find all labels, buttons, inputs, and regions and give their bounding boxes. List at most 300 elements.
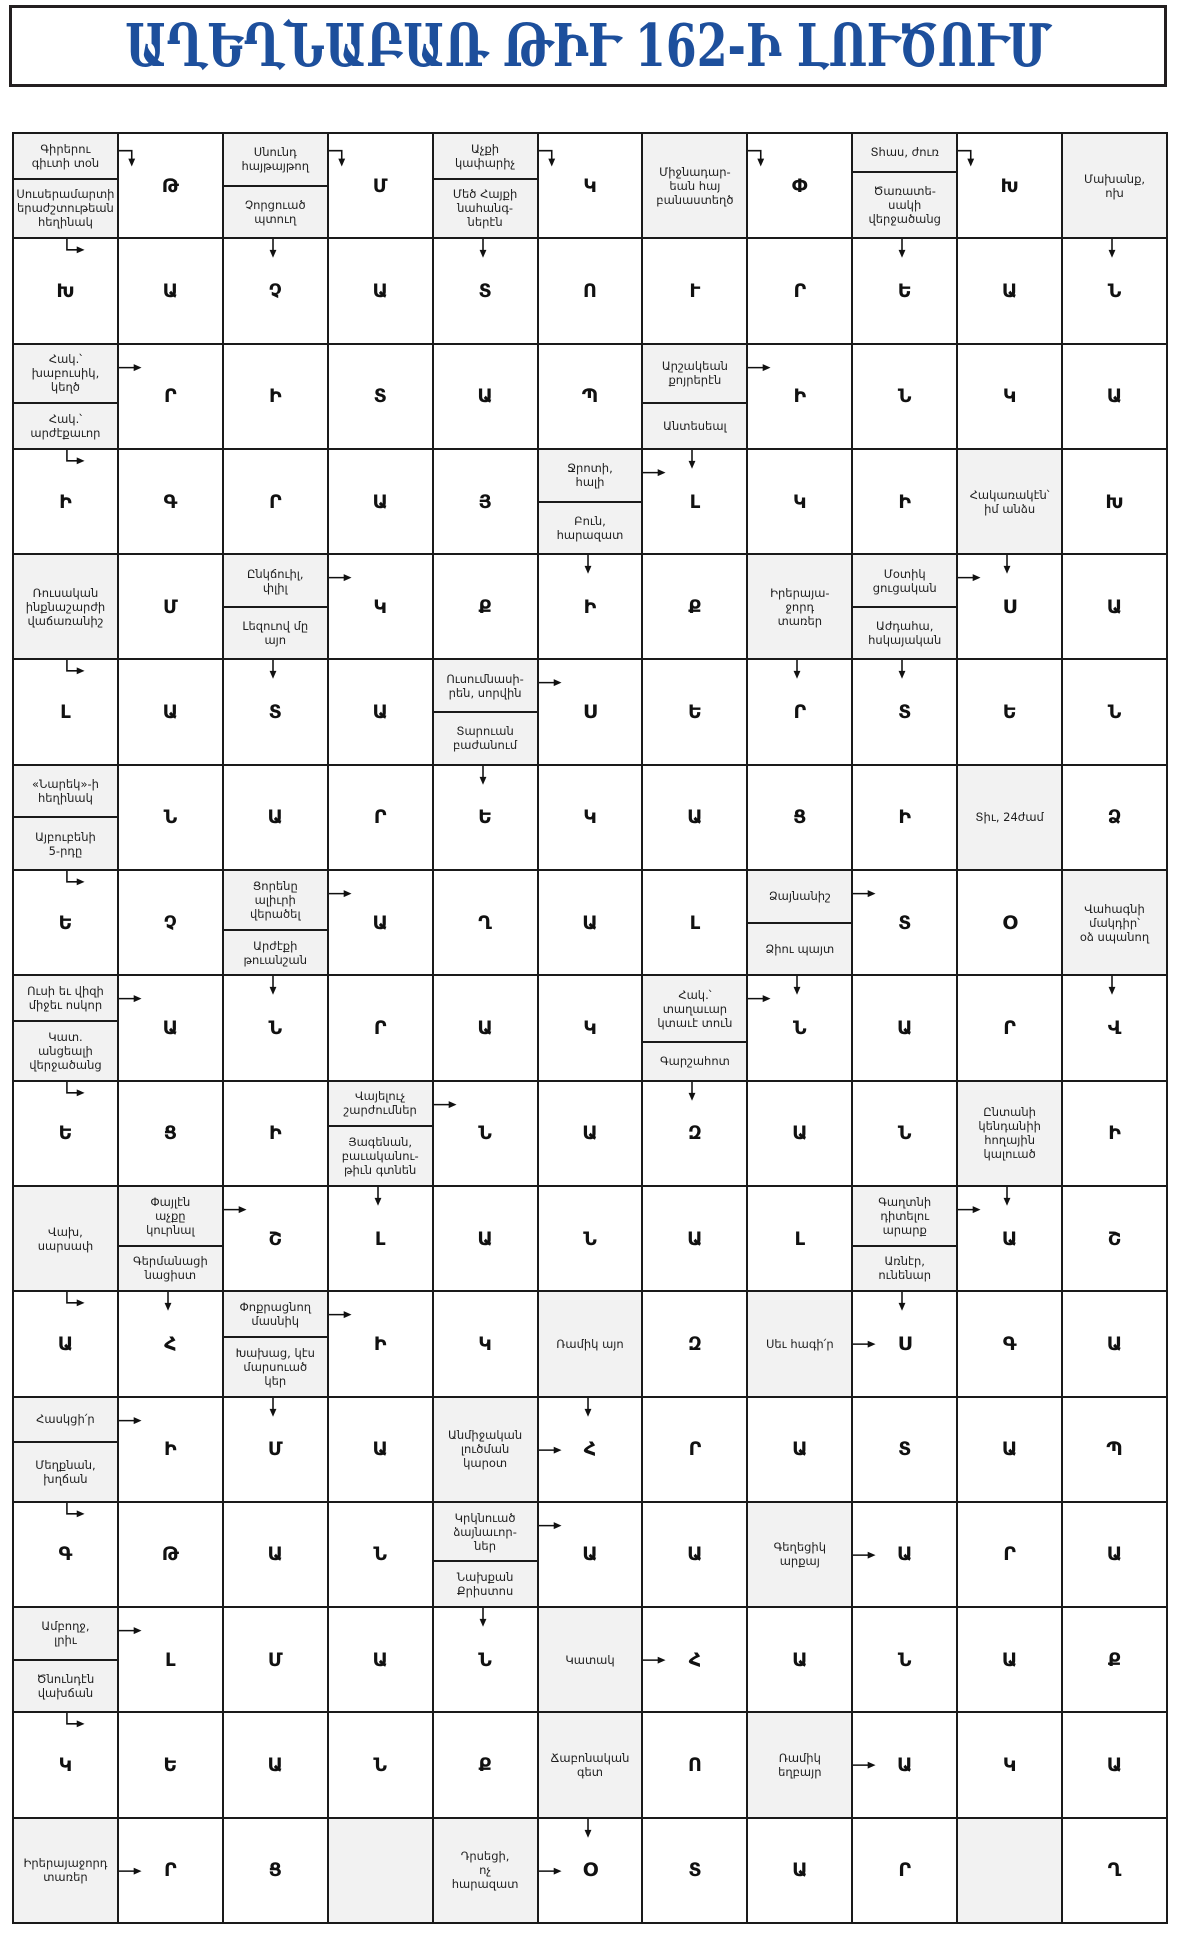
answer-letter: Ա	[372, 701, 388, 724]
answer-letter: Ց	[793, 806, 807, 829]
answer-letter: Ն	[478, 1648, 492, 1671]
answer-cell	[329, 1292, 432, 1395]
split-clue-cell	[14, 1398, 117, 1501]
answer-cell	[119, 1503, 222, 1606]
clue-cell	[434, 1819, 537, 1922]
clue-top: Աչքի կափարիչ	[455, 141, 516, 170]
answer-cell	[958, 1608, 1061, 1711]
answer-cell	[853, 1398, 956, 1501]
answer-letter: Մ	[267, 1438, 283, 1461]
answer-letter: Մ	[372, 174, 388, 197]
clue-bottom: Արժէքի թուանշան	[243, 938, 308, 967]
answer-letter: Կ	[478, 1332, 492, 1355]
answer-letter: Ա	[1106, 1543, 1123, 1566]
answer-letter: Զ	[687, 1122, 702, 1145]
answer-cell	[748, 134, 851, 237]
clue-top: Ուսումնասի- րեն, սորվին	[446, 671, 524, 700]
answer-letter: Ա	[267, 1754, 283, 1777]
clue-text: Ընտանի կենդանիի հողային կալուած	[978, 1105, 1041, 1162]
answer-cell	[224, 239, 327, 342]
answer-cell	[853, 660, 956, 763]
answer-cell	[119, 1398, 222, 1501]
clue-bottom: Խախաց, կէս մարսուած կեր	[235, 1345, 315, 1388]
answer-cell	[119, 766, 222, 869]
answer-letter: Ք	[478, 1754, 492, 1777]
clue-cell	[958, 766, 1061, 869]
answer-letter: Գ	[1002, 1332, 1017, 1355]
answer-letter: Ք	[1107, 1648, 1122, 1671]
answer-letter: Ն	[1107, 701, 1122, 724]
clue-bottom: Տարուան բաժանում	[453, 724, 518, 753]
clue-bottom: Լեզուով մը այո	[242, 619, 309, 648]
clue-top: Գաղտնի դիտելու արարք	[878, 1194, 932, 1237]
answer-cell	[224, 976, 327, 1079]
clue-top: Ցորենը ալիւրի վերածել	[249, 878, 301, 921]
clue-text: Կատակ	[565, 1652, 615, 1667]
answer-letter: Ն	[163, 806, 178, 829]
answer-letter: Ր	[688, 1438, 702, 1461]
answer-cell	[224, 1503, 327, 1606]
answer-cell	[1063, 450, 1166, 553]
answer-cell	[539, 1819, 642, 1922]
answer-letter: Լ	[794, 1227, 806, 1250]
split-clue-cell	[14, 766, 117, 869]
answer-cell	[119, 871, 222, 974]
clue-bottom: Առնէր, ունենար	[878, 1254, 932, 1283]
answer-cell	[853, 1503, 956, 1606]
answer-cell	[853, 871, 956, 974]
answer-cell	[1063, 1819, 1166, 1922]
answer-cell	[643, 239, 746, 342]
split-clue-cell	[14, 976, 117, 1079]
clue-text: Հակառակէն՝ իմ անձս	[969, 487, 1050, 516]
clue-cell	[434, 1398, 537, 1501]
clue-top: Մօտիկ ցուցական	[872, 566, 937, 595]
answer-letter: Տ	[898, 701, 912, 724]
answer-cell	[1063, 1292, 1166, 1395]
answer-letter: Ո	[687, 1754, 702, 1777]
answer-cell	[119, 1819, 222, 1922]
answer-cell	[224, 1608, 327, 1711]
answer-cell	[224, 345, 327, 448]
answer-cell	[539, 976, 642, 1079]
answer-letter: Ե	[58, 911, 73, 934]
answer-letter: Ն	[897, 385, 912, 408]
answer-cell	[14, 1503, 117, 1606]
answer-letter: Ր	[164, 385, 177, 408]
split-clue-cell	[329, 1082, 432, 1185]
blank-cell	[958, 1819, 1061, 1922]
answer-letter: Ա	[57, 1332, 74, 1355]
answer-letter: Հ	[688, 1648, 702, 1671]
answer-letter: Ր	[373, 1016, 387, 1039]
answer-letter: Լ	[689, 490, 701, 513]
clue-cell	[958, 450, 1061, 553]
answer-cell	[539, 1398, 642, 1501]
answer-letter: Ի	[583, 595, 597, 618]
clue-cell	[14, 1187, 117, 1290]
split-clue-cell	[434, 1503, 537, 1606]
answer-cell	[539, 134, 642, 237]
answer-cell	[958, 660, 1061, 763]
answer-cell	[748, 1608, 851, 1711]
answer-cell	[434, 555, 537, 658]
clue-top: Փայլէն աչքը կուրնալ	[146, 1194, 195, 1237]
answer-letter: Շ	[1107, 1227, 1122, 1250]
answer-cell	[329, 1398, 432, 1501]
answer-cell	[434, 766, 537, 869]
answer-cell	[748, 1187, 851, 1290]
answer-cell	[434, 1292, 537, 1395]
answer-letter: Ղ	[478, 911, 492, 934]
answer-letter: Ր	[793, 279, 807, 302]
answer-letter: Կ	[793, 490, 807, 513]
clue-top: Ձայնանիշ	[768, 889, 831, 904]
answer-letter: Ա	[477, 385, 493, 408]
split-clue-cell	[224, 871, 327, 974]
split-clue-cell	[853, 1187, 956, 1290]
answer-letter: Ա	[1001, 279, 1018, 302]
answer-cell	[643, 1819, 746, 1922]
answer-letter: Ր	[373, 806, 387, 829]
split-clue-cell	[14, 1608, 117, 1711]
answer-letter: Հ	[583, 1438, 597, 1461]
answer-letter: Ա	[372, 279, 388, 302]
answer-cell	[958, 1398, 1061, 1501]
clue-bottom: Յագենան, բաւականու- թիւն գտնեն	[341, 1135, 419, 1178]
clue-text: Գեղեցիկ արքայ	[773, 1540, 827, 1569]
answer-letter: Յ	[478, 490, 492, 513]
answer-cell	[434, 1187, 537, 1290]
answer-letter: Կ	[373, 595, 387, 618]
answer-cell	[1063, 239, 1166, 342]
answer-letter: Ն	[897, 1648, 912, 1671]
answer-cell	[643, 766, 746, 869]
split-clue-cell	[643, 976, 746, 1079]
answer-letter: Տ	[478, 279, 492, 302]
clue-bottom: Հակ.՝ արժէքաւոր	[30, 412, 101, 441]
clue-text: Միջնադար- եան հայ բանաստեղծ	[656, 164, 734, 207]
split-clue-cell	[224, 555, 327, 658]
answer-cell	[539, 660, 642, 763]
clue-top: Հակ.՝ տաղաւար կտաւէ տուն	[657, 987, 733, 1030]
answer-letter: Լ	[60, 701, 71, 724]
answer-cell	[539, 766, 642, 869]
answer-letter: Հ	[164, 1332, 177, 1355]
answer-cell	[434, 345, 537, 448]
answer-cell	[748, 450, 851, 553]
answer-letter: Չ	[163, 911, 177, 934]
answer-cell	[434, 1082, 537, 1185]
answer-letter: Ա	[1106, 385, 1123, 408]
answer-cell	[119, 555, 222, 658]
answer-cell	[748, 1398, 851, 1501]
answer-letter: Կ	[583, 806, 597, 829]
answer-cell	[119, 239, 222, 342]
split-clue-cell	[434, 134, 537, 237]
answer-letter: Ե	[1002, 701, 1017, 724]
answer-letter: Կ	[1002, 385, 1017, 408]
answer-cell	[958, 239, 1061, 342]
clue-text: Իրերայաջորդ տառեր	[23, 1856, 108, 1885]
answer-cell	[853, 1819, 956, 1922]
answer-letter: Խ	[56, 279, 75, 302]
answer-letter: Ի	[164, 1438, 177, 1461]
answer-cell	[958, 871, 1061, 974]
answer-letter: Պ	[581, 385, 599, 408]
clue-cell	[1063, 871, 1166, 974]
clue-cell	[14, 555, 117, 658]
answer-cell	[119, 1713, 222, 1816]
answer-cell	[14, 871, 117, 974]
clue-bottom: Մեղքնան, խղճան	[35, 1458, 96, 1486]
answer-cell	[434, 450, 537, 553]
answer-letter: Ր	[164, 1859, 177, 1882]
clue-text: Ճաբոնական գետ	[550, 1751, 630, 1780]
answer-cell	[539, 1187, 642, 1290]
answer-letter: Ն	[373, 1543, 387, 1566]
clue-top: Արշակեան քոյրերէն	[661, 359, 728, 388]
answer-cell	[958, 1292, 1061, 1395]
clue-cell	[748, 1292, 851, 1395]
answer-letter: Զ	[687, 1332, 702, 1355]
clue-bottom: Ծառատե- սակի վերջածանց	[868, 183, 941, 226]
clue-top: Փոքրացնող մասնիկ	[239, 1300, 312, 1329]
answer-cell	[224, 766, 327, 869]
clue-cell	[1063, 134, 1166, 237]
split-clue-cell	[748, 871, 851, 974]
answer-cell	[539, 1082, 642, 1185]
answer-cell	[853, 766, 956, 869]
answer-cell	[748, 345, 851, 448]
answer-cell	[958, 134, 1061, 237]
clue-cell	[539, 1608, 642, 1711]
split-clue-cell	[853, 134, 956, 237]
answer-letter: Ի	[1108, 1122, 1121, 1145]
answer-cell	[958, 555, 1061, 658]
answer-cell	[224, 1187, 327, 1290]
answer-cell	[224, 1082, 327, 1185]
answer-letter: Ա	[1001, 1438, 1018, 1461]
answer-letter: Կ	[1002, 1754, 1017, 1777]
clue-text: Վահագնի մակդիր՝ օձ սպանող	[1079, 901, 1150, 944]
split-clue-cell	[224, 1292, 327, 1395]
answer-letter: Ա	[372, 911, 388, 934]
answer-cell	[1063, 660, 1166, 763]
answer-letter: Կ	[58, 1754, 73, 1777]
answer-cell	[224, 660, 327, 763]
answer-letter: Ա	[267, 1543, 283, 1566]
answer-letter: Ա	[687, 806, 703, 829]
answer-letter: Թ	[161, 174, 179, 197]
clue-bottom: Նախքան Քրիստոս	[456, 1570, 514, 1599]
clue-bottom: Կատ. անցեալի վերջածանց	[29, 1029, 102, 1072]
answer-letter: Ս	[1002, 595, 1017, 618]
answer-cell	[748, 239, 851, 342]
answer-letter: Ա	[582, 1122, 598, 1145]
answer-cell	[958, 1713, 1061, 1816]
answer-cell	[329, 239, 432, 342]
answer-cell	[434, 871, 537, 974]
clue-text: Ռամիկ եղբայր	[778, 1751, 822, 1780]
clue-text: Վախ, սարսափ	[37, 1224, 94, 1253]
answer-cell	[1063, 1187, 1166, 1290]
answer-letter: Ի	[268, 385, 282, 408]
answer-cell	[329, 555, 432, 658]
answer-letter: Շ	[268, 1227, 282, 1250]
answer-letter: Ձ	[1107, 806, 1122, 829]
title-banner	[9, 5, 1167, 87]
answer-letter: Ք	[478, 595, 492, 618]
answer-cell	[1063, 976, 1166, 1079]
clue-top: Վայելուչ շարժումներ	[343, 1089, 417, 1118]
clue-cell	[539, 1292, 642, 1395]
answer-letter: Ա	[792, 1859, 808, 1882]
answer-letter: Ն	[793, 1016, 807, 1039]
answer-letter: Ք	[688, 595, 702, 618]
answer-cell	[539, 555, 642, 658]
answer-letter: Ա	[162, 1016, 179, 1039]
answer-cell	[224, 1819, 327, 1922]
answer-cell	[434, 976, 537, 1079]
answer-cell	[853, 1608, 956, 1711]
answer-cell	[1063, 1503, 1166, 1606]
answer-letter: Տ	[898, 911, 912, 934]
answer-cell	[643, 871, 746, 974]
answer-cell	[643, 1503, 746, 1606]
answer-cell	[329, 766, 432, 869]
answer-cell	[853, 976, 956, 1079]
answer-letter: Ր	[268, 490, 282, 513]
answer-letter: Տ	[373, 385, 387, 408]
answer-letter: Ա	[896, 1754, 913, 1777]
answer-letter: Ի	[898, 806, 912, 829]
clue-top: «Նարեկ»-ի հեղինակ	[31, 777, 99, 806]
clue-top: Գիրերու գիւտի տօն	[31, 141, 100, 170]
answer-letter: Ա	[582, 1543, 598, 1566]
answer-letter: Ց	[163, 1122, 177, 1145]
answer-cell	[1063, 1082, 1166, 1185]
answer-cell	[14, 1713, 117, 1816]
clue-cell	[643, 134, 746, 237]
answer-cell	[958, 1187, 1061, 1290]
crossword-grid	[12, 132, 1168, 1924]
answer-letter: Տ	[688, 1859, 702, 1882]
clue-text: Տիւ, 24ժամ	[975, 810, 1044, 825]
answer-cell	[119, 450, 222, 553]
answer-cell	[853, 1713, 956, 1816]
clue-text: Դրսեցի, ոչ հարազատ	[451, 1849, 519, 1892]
clue-bottom: Բուն, հարազատ	[556, 513, 624, 542]
clue-bottom: Չորցուած պտուղ	[244, 197, 306, 226]
answer-cell	[1063, 345, 1166, 448]
answer-cell	[14, 660, 117, 763]
answer-letter: Խ	[1000, 174, 1019, 197]
answer-letter: Չ	[268, 279, 282, 302]
clue-bottom: Մեծ Հայքի նահանգ- ներէն	[452, 187, 518, 230]
clue-cell	[14, 1819, 117, 1922]
answer-letter: Ա	[1001, 1227, 1018, 1250]
answer-cell	[119, 134, 222, 237]
answer-letter: Օ	[582, 1859, 598, 1882]
page-title: ԱՂԵՂՆԱԲԱՌ ԹԻՒ 162-Ի ԼՈՒԾՈՒՄ	[124, 11, 1052, 81]
answer-letter: Տ	[898, 1438, 912, 1461]
answer-letter: Գ	[163, 490, 178, 513]
answer-letter: Մ	[267, 1648, 283, 1671]
clue-bottom: Գարշահոտ	[659, 1054, 730, 1069]
clue-top: Ամբողջ, լրիւ	[41, 1619, 90, 1648]
clue-text: Սեւ հագի՛ր	[765, 1336, 834, 1351]
answer-letter: Ւ	[689, 279, 701, 302]
clue-bottom: Սուսերամարտի երաժշտութեան հեղինակ	[16, 187, 115, 230]
clue-bottom: Անտեսեալ	[663, 419, 727, 434]
answer-letter: Ի	[59, 490, 72, 513]
answer-letter: Ի	[268, 1122, 282, 1145]
answer-cell	[853, 450, 956, 553]
clue-top: Սնունդ հայթայթող	[241, 145, 310, 174]
answer-cell	[748, 1819, 851, 1922]
answer-letter: Ց	[268, 1859, 282, 1882]
answer-letter: Խ	[1105, 490, 1124, 513]
answer-letter: Ս	[583, 701, 597, 724]
answer-letter: Լ	[689, 911, 701, 934]
answer-cell	[119, 1292, 222, 1395]
split-clue-cell	[14, 134, 117, 237]
answer-cell	[853, 1292, 956, 1395]
clue-bottom: Գերմանացի նացիստ	[132, 1254, 208, 1283]
answer-cell	[748, 660, 851, 763]
answer-cell	[643, 555, 746, 658]
answer-cell	[119, 1608, 222, 1711]
answer-cell	[329, 134, 432, 237]
answer-cell	[643, 450, 746, 553]
clue-top: Տհաս, ժուռ	[870, 145, 939, 160]
answer-cell	[224, 1398, 327, 1501]
clue-cell	[748, 1713, 851, 1816]
clue-cell	[539, 1713, 642, 1816]
answer-letter: Ն	[897, 1122, 912, 1145]
answer-letter: Ա	[792, 1648, 808, 1671]
answer-cell	[748, 1082, 851, 1185]
answer-cell	[1063, 766, 1166, 869]
clue-top: Հակ.՝ խաբուսիկ, կեղծ	[31, 352, 100, 395]
answer-letter: Ի	[898, 490, 912, 513]
answer-cell	[119, 976, 222, 1079]
split-clue-cell	[119, 1187, 222, 1290]
answer-letter: Լ	[165, 1648, 176, 1671]
answer-cell	[329, 1713, 432, 1816]
answer-letter: Ր	[793, 701, 807, 724]
answer-cell	[958, 345, 1061, 448]
answer-letter: Ն	[478, 1122, 492, 1145]
answer-cell	[14, 239, 117, 342]
clue-text: Ռամիկ այո	[556, 1336, 624, 1351]
answer-letter: Ե	[687, 701, 702, 724]
answer-cell	[224, 450, 327, 553]
split-clue-cell	[539, 450, 642, 553]
clue-text: Անմիջական լուծման կարօտ	[448, 1428, 523, 1471]
clue-cell	[748, 1503, 851, 1606]
answer-letter: Ա	[267, 806, 283, 829]
clue-top: Կրկնուած ձայնաւոր- ներ	[453, 1510, 517, 1553]
answer-cell	[434, 239, 537, 342]
answer-letter: Ե	[897, 279, 912, 302]
answer-letter: Ա	[687, 1227, 703, 1250]
answer-cell	[643, 1713, 746, 1816]
answer-letter: Ա	[1106, 595, 1123, 618]
answer-letter: Ն	[268, 1016, 283, 1039]
clue-cell	[748, 555, 851, 658]
